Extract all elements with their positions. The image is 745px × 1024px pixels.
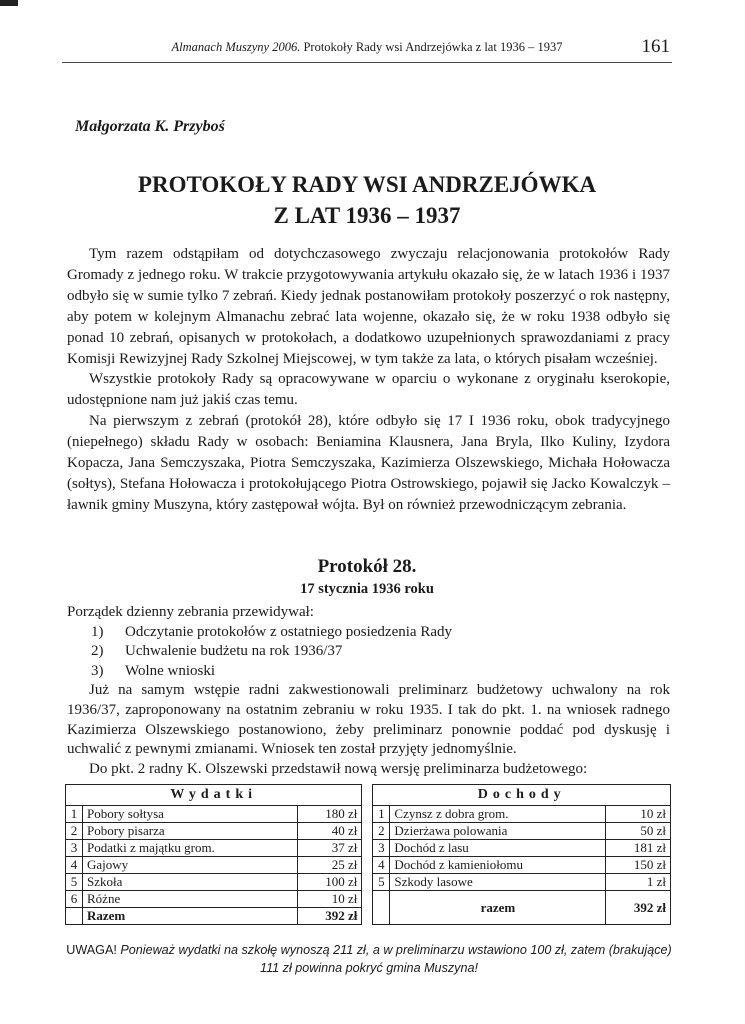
expense-item: Szkoła [83,874,298,891]
expense-total-number-cell [66,908,83,925]
income-amount: 181 zł [606,840,671,857]
running-head [62,36,672,63]
expense-item: Gajowy [83,857,298,874]
income-amount: 10 zł [606,806,671,823]
budget-header-row [66,785,671,806]
expense-amount: 25 zł [297,857,362,874]
table-gap [362,806,373,823]
table-gap [362,857,373,874]
agenda-item-text: Uchwalenie budżetu na rok 1936/37 [125,643,343,660]
agenda-item-text: Odczytanie protokołów z ostatniego posiedzenia Rady [125,623,452,640]
expense-number: 5 [66,874,83,891]
protocol-body [67,603,670,779]
table-row [66,840,671,857]
note-text: Ponieważ wydatki na szkołę wynoszą 211 zł, a w preliminarzu wstawiono 100 zł, zatem (brakujące) 111 zł powinna pokryć gmina Muszyna! [120,943,672,975]
table-gap [362,785,373,806]
expenses-header: Wydatki [66,785,362,806]
expense-amount: 180 zł [297,806,362,823]
income-amount: 150 zł [606,857,671,874]
expense-total-label: Razem [83,908,298,925]
table-gap [362,891,373,908]
budget-note [64,941,674,977]
income-total-number-cell [373,891,390,925]
income-number: 1 [373,806,390,823]
income-number: 2 [373,823,390,840]
article-title-line-2: Z LAT 1936 – 1937 [273,203,461,228]
agenda-heading: Porządek dzienny zebrania przewidywał: [67,604,314,620]
agenda-item-number: 3) [91,662,104,679]
expense-item: Podatki z majątku grom. [83,840,298,857]
protocol-date: 17 stycznia 1936 roku [300,581,434,597]
expense-amount: 37 zł [297,840,362,857]
table-gap [362,874,373,891]
table-row [66,857,671,874]
budget-table [65,784,671,925]
table-gap [362,908,373,925]
protocol-paragraph: Już na samym wstępie radni zakwestionowali preliminarz budżetowy uchwalony na rok 1936/37, zaproponowany na ostatnim zebraniu w roku 1935. I tak do pkt. 1. na wniosek radnego Kazimierza Olszewskiego postanowiono, żeby preliminarz ponownie poddać pod dyskusję i uchwalić z pewnymi zmianami. Wniosek ten został przyjęty jednomyślnie. [67,682,670,758]
income-header: Dochody [373,785,671,806]
intro-paragraph: Na pierwszym z zebrań (protokół 28), które odbyło się 17 I 1936 roku, obok tradycyjnego (niepełnego) składu Rady w osobach: Beniamina Klausnera, Jana Bryla, Ilko Kuliny, Izydora Kopacza, Jana Semczyszaka, Piotra Semczyszaka, Kazimierza Olszewskiego, Michała Hołowacza (sołtys), Stefana Hołowacza i protokołującego Piotra Ostrowskiego, pojawił się Jacko Kowalczyk – ławnik gminy Muszyna, który zastępował wójta. Był on również przewodniczącym zebrania. [67,413,670,513]
agenda-item-number: 2) [91,643,104,660]
expense-item: Pobory pisarza [83,823,298,840]
expense-item: Pobory sołtysa [83,806,298,823]
expense-amount: 10 zł [297,891,362,908]
table-row [66,806,671,823]
agenda-list [67,623,670,682]
expense-number: 3 [66,840,83,857]
agenda-item [91,662,670,682]
agenda-item-number: 1) [91,623,104,640]
expense-item: Różne [83,891,298,908]
article-title-line-1: PROTOKOŁY RADY WSI ANDRZEJÓWKA [137,172,597,197]
expense-total-amount: 392 zł [297,908,362,925]
income-total-amount: 392 zł [606,891,671,925]
income-item: Dochód z kamieniołomu [390,857,606,874]
expense-number: 1 [66,806,83,823]
journal-name: Almanach Muszyny 2006. [171,40,301,54]
article-short-title: Protokoły Rady wsi Andrzejówka z lat 1936 – 1937 [303,40,563,54]
income-total-label: razem [390,891,606,925]
income-number: 5 [373,874,390,891]
expense-number: 4 [66,857,83,874]
income-item: Czynsz z dobra grom. [390,806,606,823]
expense-number: 6 [66,891,83,908]
page-number: 161 [641,36,670,57]
author-name: Małgorzata K. Przyboś [75,118,225,135]
income-item: Dochód z lasu [390,840,606,857]
income-number: 4 [373,857,390,874]
expense-number: 2 [66,823,83,840]
note-lead: UWAGA! [66,943,117,957]
scan-edge-mark [0,0,18,6]
protocol-title: Protokół 28. [317,556,417,577]
income-number: 3 [373,840,390,857]
table-row [66,891,671,908]
expense-amount: 100 zł [297,874,362,891]
expense-amount: 40 zł [297,823,362,840]
table-gap [362,840,373,857]
income-amount: 1 zł [606,874,671,891]
intro-paragraph: Wszystkie protokoły Rady są opracowywane w oparciu o wykonane z oryginału kserokopie, udostępnione nam już jakiś czas temu. [67,371,670,409]
intro-paragraph: Tym razem odstąpiłam od dotychczasowego zwyczaju relacjonowania protokołów Rady Gromady z jednego roku. W trakcie przygotowywania artykułu okazało się, że w latach 1936 i 1937 odbyło się w sumie tylko 7 zebrań. Kiedy jednak postanowiłam protokoły poszerzyć o rok następny, aby potem w kolejnym Almanachu zebrać lata wojenne, okazało się, że w roku 1938 odbyło się ponad 10 zebrań, opisanych w protokołach, a dodatkowo uzupełnionych sprawozdaniami z pracy Komisji Rewizyjnej Rady Szkolnej Miejscowej, w tym także za lata, o których pisałam wcześniej. [67,246,670,367]
agenda-item [91,623,670,643]
income-item: Dzierżawa polowania [390,823,606,840]
agenda-item-text: Wolne wnioski [125,662,216,679]
income-amount: 50 zł [606,823,671,840]
income-item: Szkody lasowe [390,874,606,891]
table-row [66,874,671,891]
table-gap [362,823,373,840]
protocol-paragraph: Do pkt. 2 radny K. Olszewski przedstawił nową wersję preliminarza budżetowego: [89,760,588,777]
table-row [66,823,671,840]
intro-text [67,244,670,516]
agenda-item [91,642,670,662]
